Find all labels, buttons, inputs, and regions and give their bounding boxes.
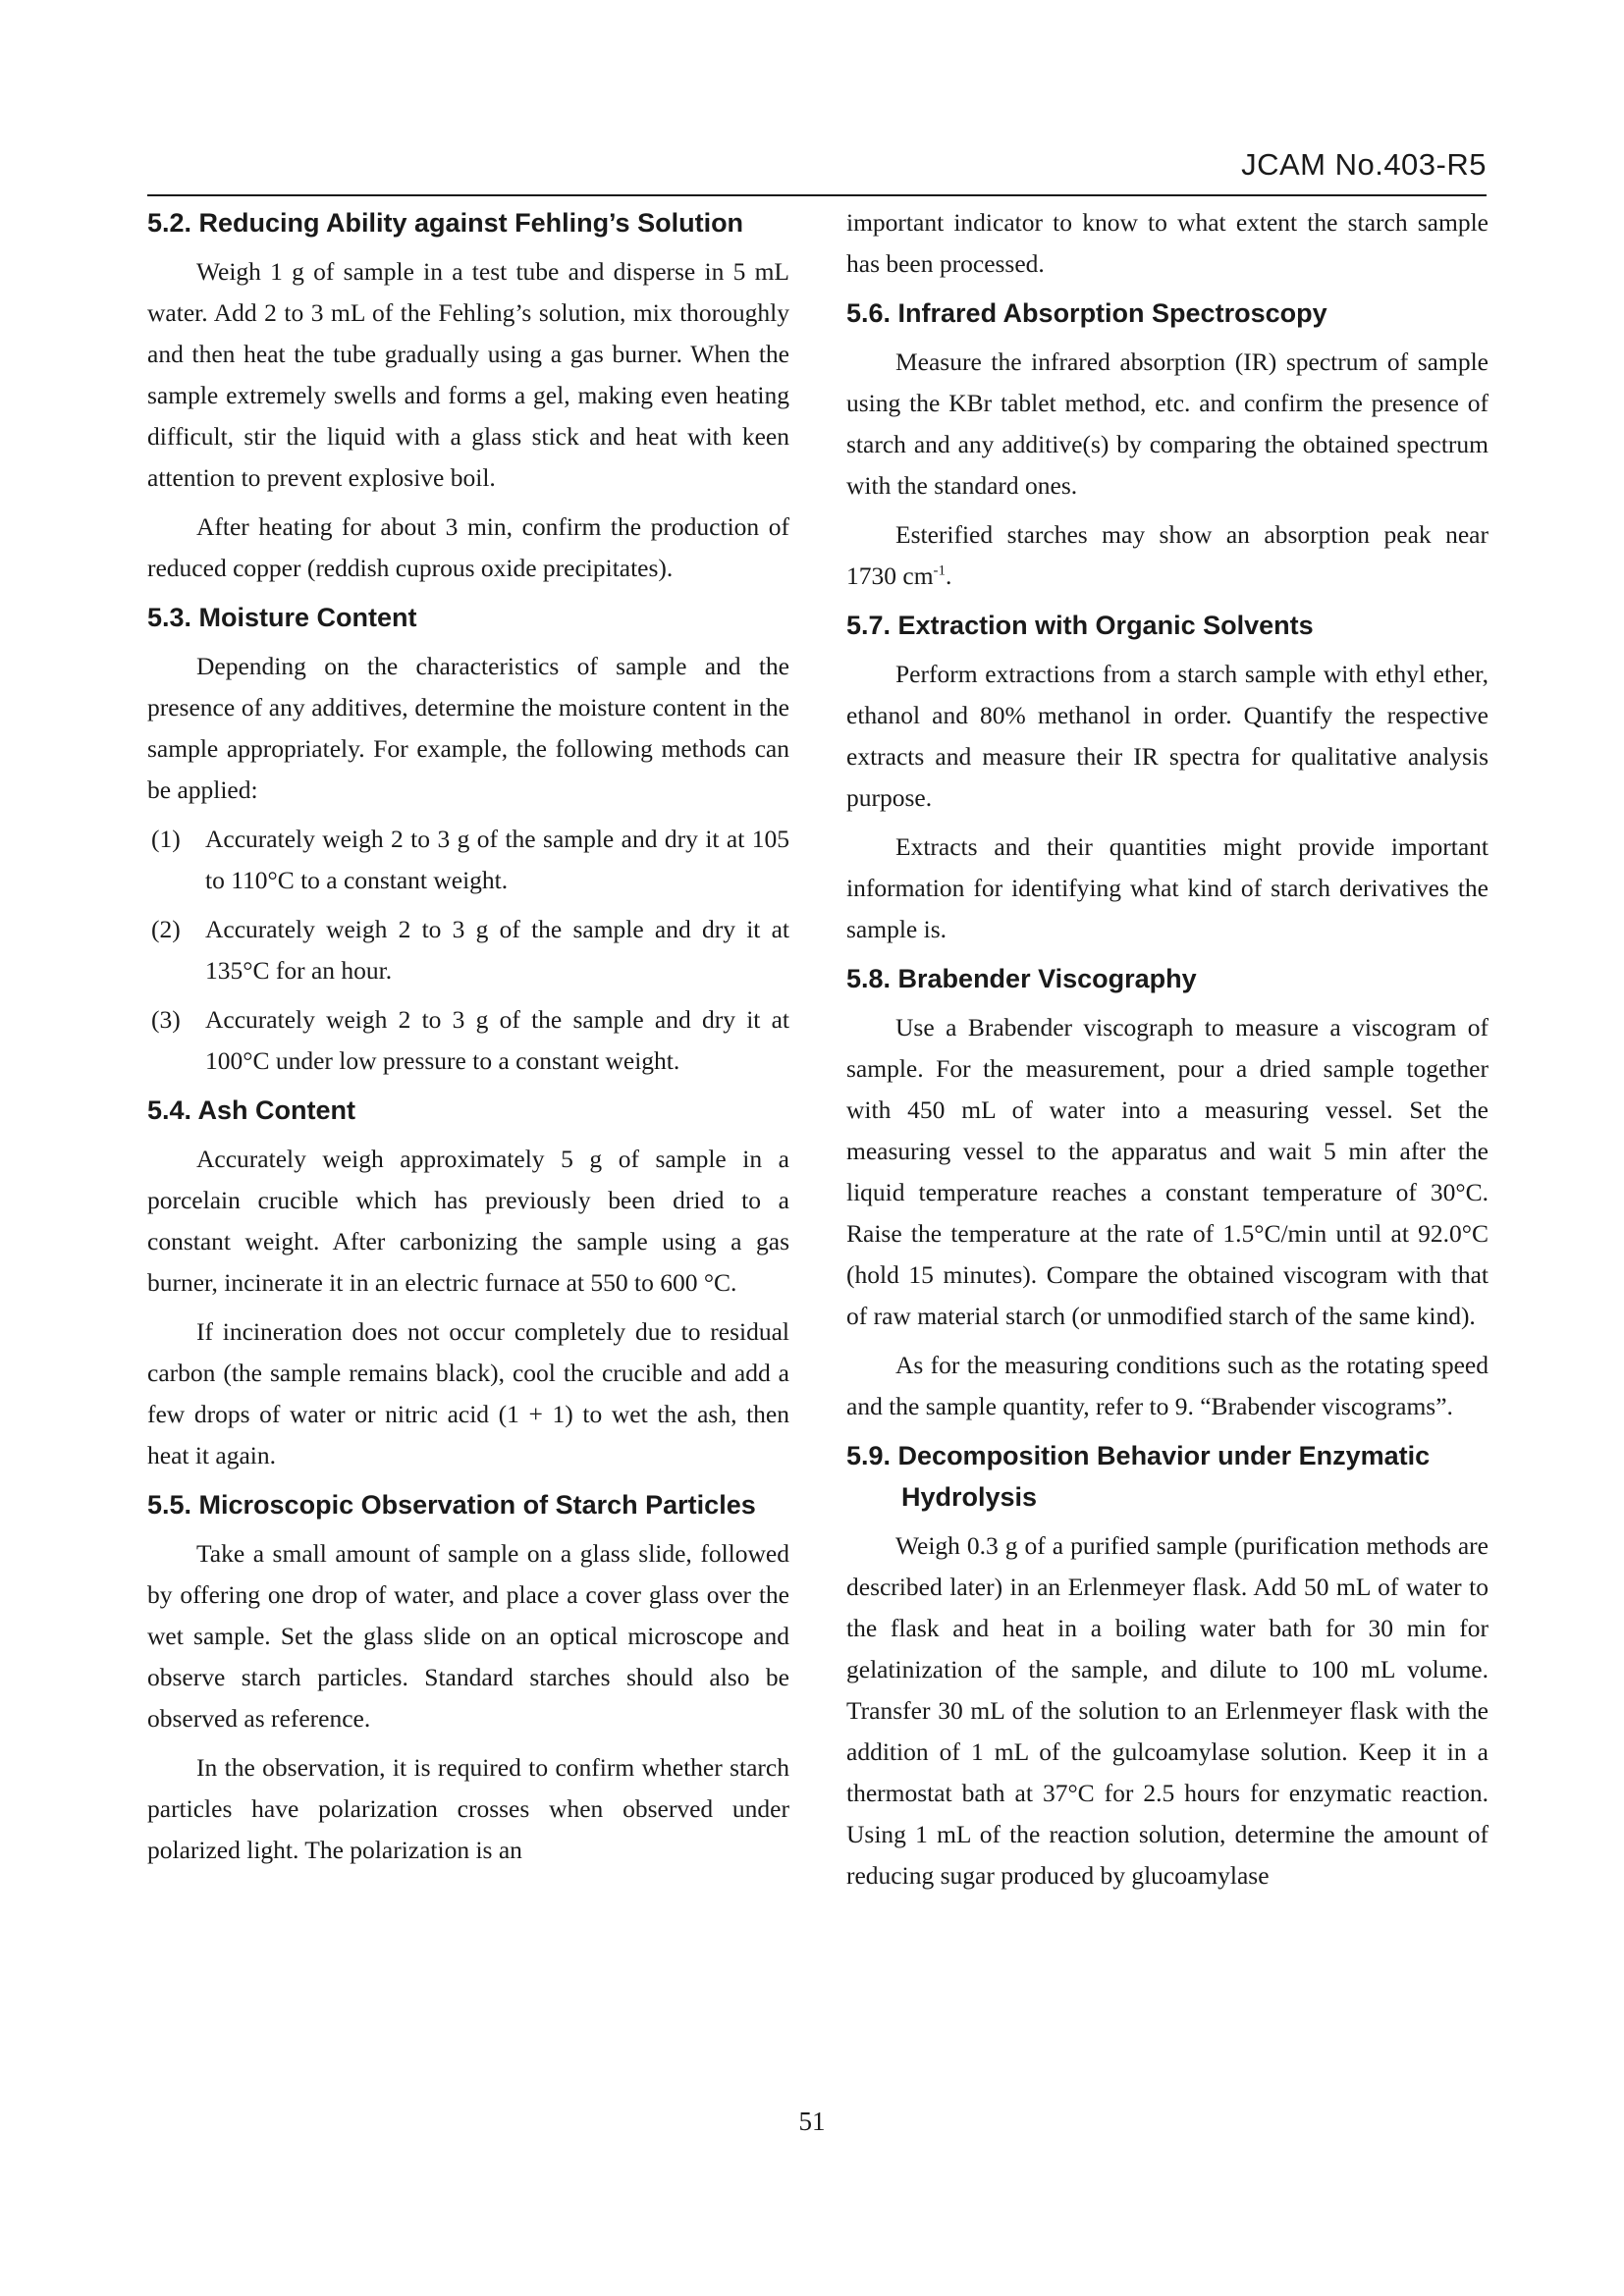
section-heading-line: Hydrolysis (901, 1482, 1038, 1512)
method-list (147, 819, 789, 1082)
list-item-number: (3) (151, 1005, 181, 1034)
section-heading: 5.4. Ash Content (147, 1095, 356, 1125)
section-5-9 (846, 1435, 1489, 1896)
section-5-3 (147, 597, 789, 1082)
paragraph: Accurately weigh approximately 5 g of sample in a porcelain crucible which has previously been dried to a constant weight. After carbonizing the sample using a gas burner, incinerate it in an electric furnace at 550 to 600 °C. (147, 1145, 789, 1297)
document-code: JCAM No.403-R5 (1241, 147, 1487, 182)
page-number: 51 (798, 2107, 826, 2136)
list-item (147, 909, 789, 991)
list-item-number: (1) (151, 825, 181, 853)
paragraph: Take a small amount of sample on a glass slide, followed by offering one drop of water, and place a cover glass over the wet sample. Set the glass slide on an optical microscope and observe starch particles. Standard starches should also be observed as reference. (147, 1539, 789, 1733)
list-item (147, 819, 789, 901)
section-5-7 (846, 605, 1489, 950)
section-5-4 (147, 1090, 789, 1476)
section-heading: 5.6. Infrared Absorption Spectroscopy (846, 298, 1327, 328)
right-column (846, 202, 1489, 1904)
section-5-2 (147, 202, 789, 589)
paragraph: As for the measuring conditions such as the rotating speed and the sample quantity, refer to 9. “Brabender viscograms”. (846, 1351, 1489, 1420)
list-item-text: Accurately weigh 2 to 3 g of the sample and dry it at 105 to 110°C to a constant weight. (205, 825, 789, 894)
section-heading (846, 1435, 1489, 1518)
section-5-5 (147, 1484, 789, 1871)
paragraph-continuation: important indicator to know to what extent the starch sample has been processed. (846, 208, 1489, 278)
section-heading: 5.7. Extraction with Organic Solvents (846, 611, 1314, 640)
paragraph: Depending on the characteristics of sample and the presence of any additives, determine the moisture content in the sample appropriately. For example, the following methods can be applied: (147, 652, 789, 804)
section-heading: 5.3. Moisture Content (147, 603, 417, 632)
list-item-text: Accurately weigh 2 to 3 g of the sample and dry it at 135°C for an hour. (205, 915, 789, 985)
paragraph-text: . (946, 561, 952, 590)
list-item-text: Accurately weigh 2 to 3 g of the sample and dry it at 100°C under low pressure to a constant weight. (205, 1005, 789, 1075)
paragraph-text: Esterified starches may show an absorption peak near 1730 cm (846, 520, 1489, 590)
paragraph: After heating for about 3 min, confirm the production of reduced copper (reddish cuprous oxide precipitates). (147, 512, 789, 582)
paragraph: Perform extractions from a starch sample with ethyl ether, ethanol and 80% methanol in order. Quantify the respective extracts and measure their IR spectra for qualitative analysis purpose. (846, 660, 1489, 812)
paragraph: Weigh 1 g of sample in a test tube and disperse in 5 mL water. Add 2 to 3 mL of the Fehling’s solution, mix thoroughly and then heat the tube gradually using a gas burner. When the sample extremely swells and forms a gel, making even heating difficult, stir the liquid with a glass stick and heat with keen attention to prevent explosive boil. (147, 257, 789, 492)
paragraph: Measure the infrared absorption (IR) spectrum of sample using the KBr tablet method, etc. and confirm the presence of starch and any additive(s) by comparing the obtained spectrum with the standard ones. (846, 347, 1489, 500)
header-rule (147, 194, 1487, 196)
section-heading-line: 5.9. Decomposition Behavior under Enzymatic (846, 1441, 1431, 1470)
section-heading: 5.2. Reducing Ability against Fehling’s Solution (147, 208, 744, 238)
section-5-6 (846, 293, 1489, 597)
paragraph: Use a Brabender viscograph to measure a viscogram of sample. For the measurement, pour a dried sample together with 450 mL of water into a measuring vessel. Set the measuring vessel to the apparatus and wait 5 min after the liquid temperature reaches a constant temperature of 30°C. Raise the temperature at the rate of 1.5°C/min until at 92.0°C (hold 15 minutes). Compare the obtained viscogram with that of raw material starch (or unmodified starch of the same kind). (846, 1013, 1489, 1330)
section-heading: 5.5. Microscopic Observation of Starch Particles (147, 1490, 756, 1520)
superscript: -1 (933, 562, 947, 579)
left-column (147, 202, 789, 1879)
list-item (147, 999, 789, 1082)
paragraph: In the observation, it is required to confirm whether starch particles have polarization crosses when observed under polarized light. The polarization is an (147, 1753, 789, 1864)
paragraph (846, 514, 1489, 597)
paragraph: Weigh 0.3 g of a purified sample (purification methods are described later) in an Erlenmeyer flask. Add 50 mL of water to the flask and heat in a boiling water bath for 30 min for gelatinization of the sample, and dilute to 100 mL volume. Transfer 30 mL of the solution to an Erlenmeyer flask with the addition of 1 mL of the gulcoamylase solution. Keep it in a thermostat bath at 37°C for 2.5 hours for enzymatic reaction. Using 1 mL of the reaction solution, determine the amount of reducing sugar produced by glucoamylase (846, 1531, 1489, 1890)
paragraph: Extracts and their quantities might provide important information for identifying what kind of starch derivatives the sample is. (846, 832, 1489, 943)
paragraph: If incineration does not occur completely due to residual carbon (the sample remains black), cool the crucible and add a few drops of water or nitric acid (1 + 1) to wet the ash, then heat it again. (147, 1317, 789, 1469)
list-item-number: (2) (151, 915, 181, 943)
section-5-8 (846, 958, 1489, 1427)
section-heading: 5.8. Brabender Viscography (846, 964, 1197, 993)
